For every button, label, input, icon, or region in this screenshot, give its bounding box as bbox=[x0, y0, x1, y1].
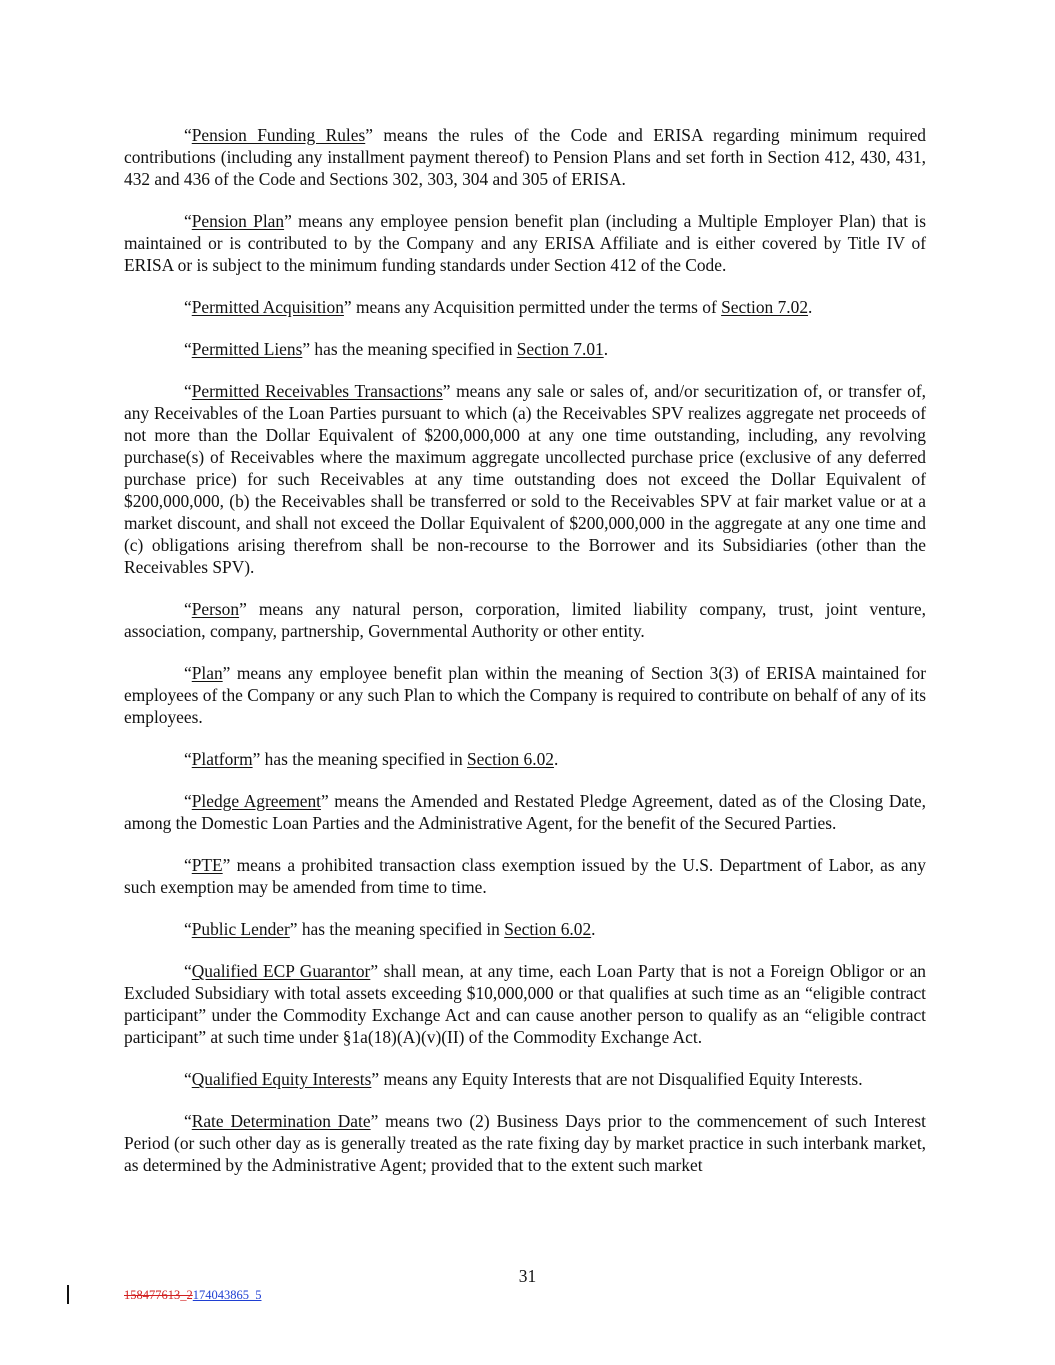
definition-text: ” has the meaning specified in bbox=[302, 339, 517, 359]
quote-open: “ bbox=[184, 919, 192, 939]
definition-rate-determination-date bbox=[124, 1110, 926, 1176]
defined-term: Platform bbox=[191, 749, 253, 769]
definition-text: ” means any sale or sales of, and/or securitization of, or transfer of, any Receivables of the Loan Parties pursuant to which (a) the Receivables SPV realizes aggregate net proceeds of not more than the Dollar Equivalent of $200,000,000 at any one time outstanding, including, any revolving purchase(s) of Receivables where the maximum aggregate uncollected purchase price (exclusive of any deferred purchase price) for such Receivables at any time outstanding does not exceed the Dollar Equivalent of $200,000,000, (b) the Receivables shall be transferred or sold to the Receivables SPV at fair market value or at a market discount, and shall not exceed the Dollar Equivalent of $200,000,000 in the aggregate at any one time and (c) obligations arising therefrom shall be non-recourse to the Borrower and its Subsidiaries (other than the Receivables SPV). bbox=[124, 381, 926, 577]
definition-person bbox=[124, 598, 926, 642]
definition-pte bbox=[124, 854, 926, 898]
document-body bbox=[124, 124, 926, 1196]
definition-qualified-equity-interests bbox=[124, 1068, 926, 1090]
definition-qualified-ecp-guarantor bbox=[124, 960, 926, 1048]
definition-text: ” means the rules of the Code and ERISA regarding minimum required contributions (including any installment payment thereof) to Pension Plans and set forth in Section 412, 430, 431, 432 and 436 of the Code and Sections 302, 303, 304 and 305 of ERISA. bbox=[124, 125, 926, 189]
definition-text: ” means any Acquisition permitted under the terms of bbox=[343, 297, 722, 317]
document-id-inserted: 174043865_5 bbox=[192, 1288, 262, 1302]
definition-pension-plan bbox=[124, 210, 926, 276]
definition-text: ” shall mean, at any time, each Loan Party that is not a Foreign Obligor or an Excluded Subsidiary with total assets exceeding $10,000,000 or that qualifies at such time as an “eligible contract participant” under the Commodity Exchange Act and can cause another person to qualify as an “eligible contract participant” at such time under §1a(18)(A)(v)(II) of the Commodity Exchange Act. bbox=[124, 961, 926, 1047]
period: . bbox=[808, 297, 813, 317]
defined-term: Permitted Liens bbox=[191, 339, 303, 359]
section-reference: Section 7.01 bbox=[516, 339, 604, 359]
change-bar bbox=[67, 1285, 69, 1304]
quote-open: “ bbox=[184, 599, 192, 619]
defined-term: PTE bbox=[191, 855, 223, 875]
defined-term: Qualified ECP Guarantor bbox=[191, 961, 371, 981]
definition-text: ” means any Equity Interests that are not Disqualified Equity Interests. bbox=[371, 1069, 863, 1089]
section-reference: Section 6.02 bbox=[504, 919, 592, 939]
quote-open: “ bbox=[184, 961, 192, 981]
quote-open: “ bbox=[184, 339, 192, 359]
quote-open: “ bbox=[184, 381, 192, 401]
section-reference: Section 6.02 bbox=[467, 749, 554, 769]
document-id bbox=[124, 1288, 262, 1303]
definition-permitted-acquisition bbox=[124, 296, 926, 318]
quote-open: “ bbox=[184, 663, 192, 683]
defined-term: Pension Funding Rules bbox=[191, 125, 366, 145]
definition-text: ” means any natural person, corporation, limited liability company, trust, joint venture, association, company, partnership, Governmental Authority or other entity. bbox=[124, 599, 926, 641]
definition-permitted-receivables bbox=[124, 380, 926, 578]
definition-text: ” means the Amended and Restated Pledge Agreement, dated as of the Closing Date, among the Domestic Loan Parties and the Administrative Agent, for the benefit of the Secured Parties. bbox=[124, 791, 926, 833]
defined-term: Rate Determination Date bbox=[191, 1111, 371, 1131]
definition-text: ” means two (2) Business Days prior to the commencement of such Interest Period (or such other day as is generally treated as the rate fixing day by market practice in such interbank market, as determined by the Administrative Agent; provided that to the extent such market bbox=[124, 1111, 926, 1175]
definition-plan bbox=[124, 662, 926, 728]
definition-text: ” means a prohibited transaction class exemption issued by the U.S. Department of Labor, as any such exemption may be amended from time to time. bbox=[124, 855, 926, 897]
definition-pledge-agreement bbox=[124, 790, 926, 834]
quote-open: “ bbox=[184, 1111, 192, 1131]
quote-open: “ bbox=[184, 125, 192, 145]
definition-text: ” has the meaning specified in bbox=[252, 749, 468, 769]
page-number: 31 bbox=[518, 1266, 537, 1286]
definition-text: ” means any employee pension benefit plan (including a Multiple Employer Plan) that is maintained or is contributed to by the Company and any ERISA Affiliate and is either covered by Title IV of ERISA or is subject to the minimum funding standards under Section 412 of the Code. bbox=[124, 211, 927, 275]
defined-term: Plan bbox=[191, 663, 223, 683]
definition-text: ” has the meaning specified in bbox=[289, 919, 505, 939]
defined-term: Person bbox=[191, 599, 240, 619]
defined-term: Pledge Agreement bbox=[191, 791, 321, 811]
quote-open: “ bbox=[184, 855, 192, 875]
quote-open: “ bbox=[184, 791, 192, 811]
defined-term: Permitted Receivables Transactions bbox=[191, 381, 443, 401]
quote-open: “ bbox=[184, 297, 192, 317]
defined-term: Pension Plan bbox=[191, 211, 285, 231]
document-id-deleted: 158477613_2 bbox=[124, 1288, 193, 1302]
defined-term: Permitted Acquisition bbox=[191, 297, 344, 317]
period: . bbox=[553, 749, 559, 769]
definition-pension-funding-rules bbox=[124, 124, 926, 190]
quote-open: “ bbox=[184, 749, 192, 769]
period: . bbox=[591, 919, 596, 939]
section-reference: Section 7.02 bbox=[721, 297, 809, 317]
definition-permitted-liens bbox=[124, 338, 926, 360]
definition-platform bbox=[124, 748, 926, 770]
quote-open: “ bbox=[184, 1069, 192, 1089]
definition-public-lender bbox=[124, 918, 926, 940]
defined-term: Public Lender bbox=[191, 919, 290, 939]
quote-open: “ bbox=[184, 211, 192, 231]
period: . bbox=[603, 339, 609, 359]
definition-text: ” means any employee benefit plan within the meaning of Section 3(3) of ERISA maintained for employees of the Company or any such Plan to which the Company is required to contribute on behalf of any of its employees. bbox=[124, 663, 926, 727]
defined-term: Qualified Equity Interests bbox=[191, 1069, 372, 1089]
